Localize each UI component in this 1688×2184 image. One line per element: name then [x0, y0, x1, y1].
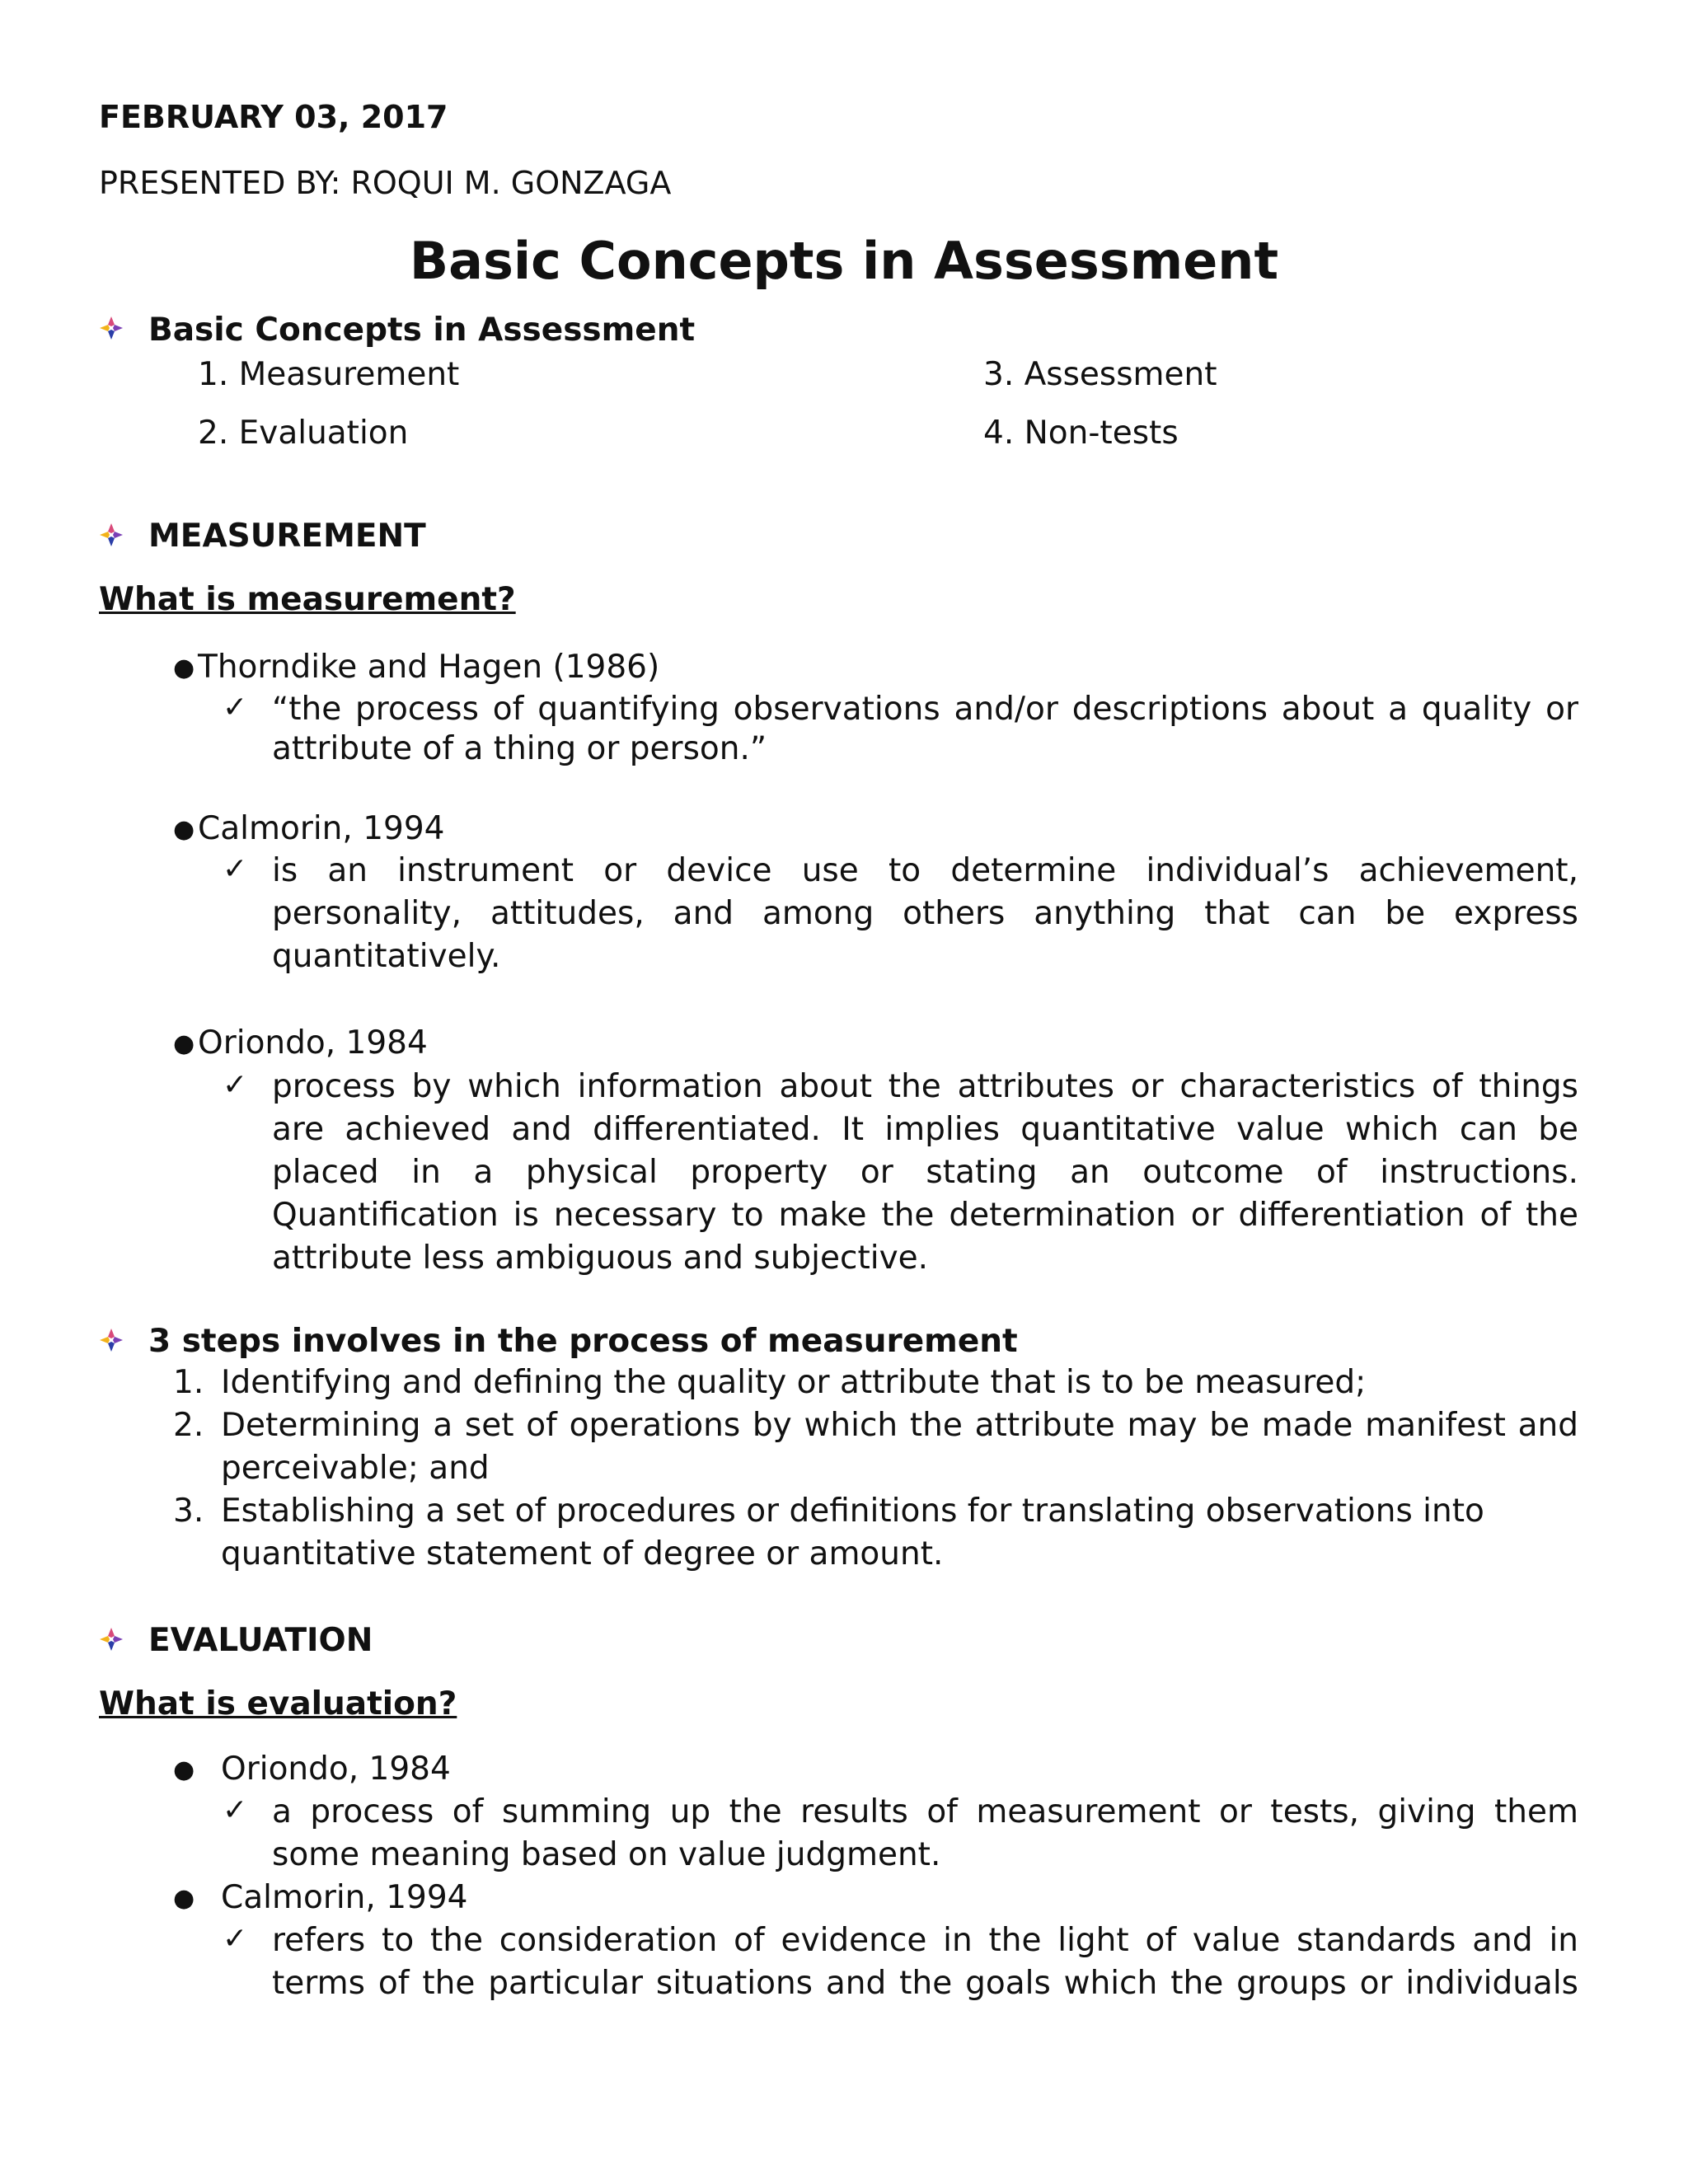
concept-item-measurement: 1. Measurement — [198, 356, 460, 393]
definition-line: are achieved and differentiated. It implies quantitative value which can be — [272, 1111, 1578, 1148]
step-line: perceivable; and — [221, 1450, 490, 1487]
definition-line: “the process of quantifying observations and/or descriptions about a quality or — [272, 691, 1578, 728]
checkmark-icon: ✓ — [223, 691, 248, 724]
evaluation-question: What is evaluation? — [99, 1685, 457, 1722]
definition-line: is an instrument or device use to determine individual’s achievement, — [272, 852, 1578, 889]
concept-item-assessment: 3. Assessment — [983, 356, 1217, 393]
step-line: quantitative statement of degree or amount. — [221, 1535, 944, 1572]
source-name: Oriondo, 1984 — [221, 1750, 451, 1788]
four-pointed-arrow-bullet-icon — [99, 1627, 124, 1652]
checkmark-icon: ✓ — [223, 1922, 248, 1956]
checkmark-icon: ✓ — [223, 1068, 248, 1102]
concepts-heading: Basic Concepts in Assessment — [148, 312, 696, 349]
concept-item-evaluation: 2. Evaluation — [198, 415, 409, 452]
concept-item-non-tests: 4. Non-tests — [983, 415, 1179, 452]
bullet-dot-icon: ● — [173, 1029, 195, 1058]
definition-line: refers to the consideration of evidence in the light of value standards and in — [272, 1922, 1578, 1959]
checkmark-icon: ✓ — [223, 1793, 248, 1827]
definition-line: quantitatively. — [272, 938, 501, 975]
definition-line: terms of the particular situations and the goals which the groups or individuals — [272, 1965, 1578, 2002]
four-pointed-arrow-bullet-icon — [99, 523, 124, 547]
definition-line: process by which information about the attributes or characteristics of things — [272, 1068, 1578, 1105]
definition-line: personality, attitudes, and among others anything that can be express — [272, 895, 1578, 932]
step-line: Identifying and defining the quality or attribute that is to be measured; — [221, 1364, 1367, 1401]
definition-line: placed in a physical property or stating an outcome of instructions. — [272, 1154, 1578, 1191]
source-name: Oriondo, 1984 — [198, 1024, 428, 1062]
bullet-dot-icon: ● — [173, 1884, 195, 1913]
bullet-dot-icon: ● — [173, 1755, 195, 1784]
document-date: FEBRUARY 03, 2017 — [99, 99, 448, 135]
step-number: 1. — [173, 1364, 204, 1401]
bullet-dot-icon: ● — [173, 815, 195, 844]
four-pointed-arrow-bullet-icon — [99, 316, 124, 340]
definition-line: attribute less ambiguous and subjective. — [272, 1240, 929, 1277]
presenter-line: PRESENTED BY: ROQUI M. GONZAGA — [99, 165, 672, 201]
bullet-dot-icon: ● — [173, 654, 195, 682]
measurement-question: What is measurement? — [99, 581, 516, 618]
page-title: Basic Concepts in Assessment — [409, 231, 1279, 291]
source-name: Calmorin, 1994 — [198, 810, 445, 847]
four-pointed-arrow-bullet-icon — [99, 1328, 124, 1352]
evaluation-heading: EVALUATION — [148, 1622, 373, 1659]
definition-line: attribute of a thing or person.” — [272, 730, 767, 767]
checkmark-icon: ✓ — [223, 852, 248, 886]
definition-line: Quantification is necessary to make the determination or differentiation of the — [272, 1197, 1578, 1234]
source-name: Calmorin, 1994 — [221, 1879, 468, 1916]
steps-heading: 3 steps involves in the process of measurement — [148, 1323, 1018, 1360]
step-number: 2. — [173, 1407, 204, 1444]
source-name: Thorndike and Hagen (1986) — [198, 649, 660, 686]
measurement-heading: MEASUREMENT — [148, 518, 426, 555]
step-line: Determining a set of operations by which the attribute may be made manifest and — [221, 1407, 1578, 1444]
step-line: Establishing a set of procedures or definitions for translating observations into — [221, 1493, 1484, 1530]
definition-line: some meaning based on value judgment. — [272, 1836, 941, 1873]
definition-line: a process of summing up the results of measurement or tests, giving them — [272, 1793, 1578, 1830]
step-number: 3. — [173, 1493, 204, 1530]
